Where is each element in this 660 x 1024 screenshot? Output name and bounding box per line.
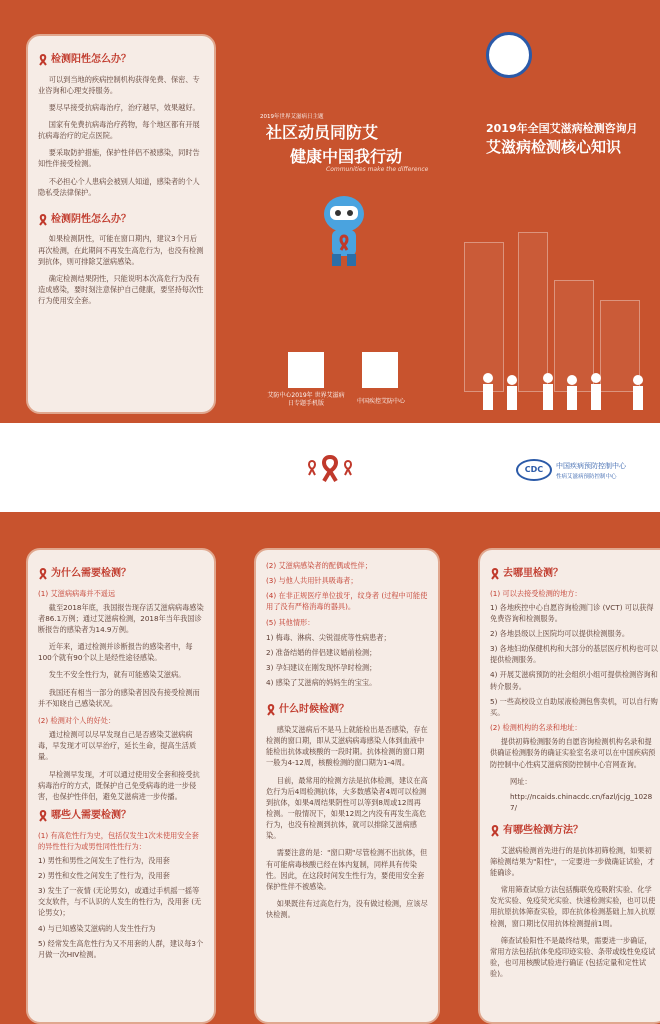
list-item: 5) 一些高校设立自助尿液检测包售卖机，可以自行购买。 — [490, 696, 658, 717]
list-item: 1) 男性和男性之间发生了性行为，没用套 — [38, 855, 170, 865]
text-block: 要采取防护措施，保护性伴侣不被感染，同时告知性伴接受检测。 — [38, 148, 200, 169]
list-item: 2) 各地县级以上医院均可以提供检测服务。 — [490, 628, 630, 638]
list-item: 3) 发生了一夜情 (无论男女)，或通过手机摇一摇等交友软件，与不认识的人发生的性行为，没用套 (无论男女)； — [38, 886, 202, 918]
heading-where: 去哪里检测？ — [490, 566, 658, 582]
panel-where-how — [478, 548, 660, 1024]
qr-code-2[interactable] — [362, 352, 398, 388]
text-block: 常用筛查试验方法包括酶联免疫吸附实验、化学发光实验、免疫荧光实验、快速检测实验，也可以使用抗原抗体筛查实验，即在抗体检测基础上加入抗原检测，窗口期比仅用抗体检测提前1周。 — [490, 885, 656, 928]
list-item: (4) 在非正规医疗单位拔牙，纹身者 (过程中可能使用了没有严格消毒的器具)。 — [266, 591, 428, 612]
cdc-logo-icon — [516, 459, 552, 481]
text-block: 筛查试验阳性不是最终结果，需要进一步确证，常用方法包括抗体免疫印迹实验、条带或线性免疫试验，也可用核酸试验进行确证 (包括定量和定性试验)。 — [490, 935, 656, 979]
subheading: (1) 可以去接受检测的地方： — [490, 588, 582, 598]
list-item: 1) 梅毒、淋病、尖锐湿疣等性病患者； — [266, 632, 391, 642]
cover-title-2: 艾滋病检测核心知识 — [486, 138, 622, 156]
qr2-label: 中国疾控艾防中心 — [356, 398, 405, 405]
bottom-sheet — [0, 512, 660, 1024]
top-sheet — [0, 0, 660, 423]
text-block: 早检测早发现，才可以通过使用安全套和接受抗病毒治疗的方式，既保护自己免受病毒的进一步侵害，也保护性伴侣，避免艾滋病进一步传播。 — [38, 769, 200, 801]
list-item: 4) 感染了艾滋病的妈妈生的宝宝。 — [266, 678, 377, 688]
slogan-kicker: 2019年世界艾滋病日主题 — [260, 114, 324, 120]
text-block: 可以到当地的疾病控制机构获得免费、保密、专业咨询和心理支持服务。 — [38, 74, 200, 95]
list-item: 3) 孕妇建议在刚发现怀孕时检测； — [266, 663, 377, 673]
panel-why-who — [26, 548, 216, 1024]
text-block: 感染艾滋病后不是马上就能检出是否感染，存在检测的窗口期，即从艾滋病病毒感染人体到血液中能检出抗体或核酸的一段时期。抗体检测的窗口期一般为4-12周，核酸检测的窗口期为1-4周。 — [266, 724, 428, 768]
subheading: (2) 检测机构的名录和地址： — [490, 723, 582, 733]
panel-positive-negative — [26, 34, 216, 414]
cover-title-1: 2019年全国艾滋病检测咨询月 — [486, 122, 638, 135]
text-block: 需要注意的是："窗口期"尽管检测不出抗体，但有可能病毒核酸已经在体内复制，同样具有传染性。因此，在这段时间发生性行为，要使用安全套保护性伴不被感染。 — [266, 848, 428, 891]
list-item: 3) 各地妇幼保健机构和大部分的基层医疗机构也可以提供检测服务。 — [490, 644, 658, 665]
subheading: (1) 艾滋病病毒并不遥远 — [38, 588, 116, 598]
text-block: 如果既往有过高危行为，没有做过检测，应该尽快检测。 — [266, 899, 428, 920]
list-item: (2) 艾滋病感染者的配偶或性伴； — [266, 561, 372, 570]
list-item: 5) 经常发生高危性行为又不用套的人群，建议每3个月做一次HIV检测。 — [38, 938, 204, 959]
slogan-line-1: 社区动员同防艾 — [266, 123, 379, 142]
heading-how: 有哪些检测方法？ — [490, 823, 658, 839]
ribbon-icon — [38, 810, 48, 822]
text-block: 如果检测阴性，可能在窗口期内，建议3个月后再次检测，在此期间不再发生高危行为，也没有检测到抗体，则可排除艾滋病感染。 — [38, 234, 204, 266]
fold-band — [0, 423, 660, 512]
subheading: (2) 检测对个人的好处： — [38, 715, 116, 725]
logo-icon — [486, 32, 532, 78]
panel-when — [254, 548, 440, 1024]
url-line — [490, 776, 658, 787]
heading-why: 为什么需要检测？ — [38, 566, 204, 582]
heading-who: 哪些人需要检测？ — [38, 808, 204, 824]
ribbon-icon — [490, 825, 500, 837]
url-label: 网址： — [510, 776, 532, 786]
text-block: 近年来，通过检测并诊断报告的感染者中，每100个就有90个以上是经性途径感染。 — [38, 642, 193, 663]
list-item: (3) 与他人共用针具吸毒者； — [266, 576, 358, 586]
slogan-english: Communities make the difference — [326, 166, 429, 173]
text-block: 艾滋病检测首先进行的是抗体初筛检测，如果初筛检测结果为"阳性"，一定要进一步做确证试验，才能确诊。 — [490, 845, 655, 877]
qr-code-1[interactable] — [288, 352, 324, 388]
heading-positive: 检测阳性怎么办？ — [38, 52, 204, 68]
ribbon-icon — [266, 704, 276, 716]
mascot-illustration — [316, 192, 372, 270]
heading-negative: 检测阴性怎么办？ — [38, 212, 204, 228]
text-block: 提供初筛检测服务的自愿咨询检测机构名录和提供确证检测服务的确证实验室名录可以在中国疾病预防控制中心性病艾滋病预防控制中心官网查询。 — [490, 737, 656, 769]
heading-when: 什么时候检测？ — [266, 702, 428, 718]
list-item: 2) 准备结婚的伴侣建议婚前检测； — [266, 647, 377, 657]
cdc-org-name: 中国疾病预防控制中心 — [556, 462, 626, 470]
text-block: 确定检测结果阴性，只能说明本次高危行为没有造成感染，要时刻注意保护自己健康，要坚持每次性行为使用安全套。 — [38, 273, 204, 306]
text-block: 不必担心个人患病会被别人知道，感染者的个人隐私受法律保护。 — [38, 176, 200, 197]
text-block: 国家有免费抗病毒治疗药物，每个地区都有开展抗病毒治疗的定点医院。 — [38, 119, 200, 141]
text-block: 截至2018年底，我国报告现存活艾滋病病毒感染者86.1万例；通过艾滋病检测，2018年当年我国诊断报告的感染者为14.9万例。 — [38, 602, 204, 634]
ribbon-icon — [38, 54, 48, 66]
list-item: (5) 其他情形： — [266, 617, 315, 627]
ribbon-icon — [38, 214, 48, 226]
qr1-label: 艾防中心2019年 世界艾滋病日专题手机版 — [267, 392, 345, 408]
text-block: 通过检测可以尽早发现自己是否感染艾滋病病毒，早发现才可以早治疗，延长生命，提高生活质量。 — [38, 730, 197, 762]
url-link[interactable]: http://ncaids.chinacdc.cn/fazl/jcjg_10287/ — [510, 791, 653, 812]
ribbon-icon — [38, 568, 48, 580]
text-block: 要尽早接受抗病毒治疗，治疗越早，效果越好。 — [48, 102, 200, 112]
text-block: 目前，最常用的检测方法是抗体检测，建议在高危行为后4周检测抗体，大多数感染者4周可以检测到抗体，如果4周结果阴性可以等到8周或12周再检测。一般情况下，如果12周之内没有再发生高危行为，也没有检测到抗体，就可以排除艾滋病感染。 — [266, 775, 428, 841]
slogan-line-2: 健康中国我行动 — [290, 147, 403, 166]
middle-panel — [240, 0, 450, 423]
text-block: 我国还有相当一部分的感染者因没有接受检测而并不知晓自己感染状况。 — [38, 687, 200, 708]
crowd-illustration — [468, 368, 660, 416]
list-item: 4) 开展艾滋病预防的社会组织小组可提供检测咨询和转介服务。 — [490, 670, 658, 691]
cdc-text: CDC — [524, 465, 544, 474]
cdc-org-sub: 性病艾滋病预防控制中心 — [556, 474, 617, 480]
list-item: 1) 各地疾控中心自愿咨询检测门诊 (VCT) 可以获得免费咨询和检测服务。 — [490, 602, 654, 623]
subheading: (1) 有高危性行为史，包括仅发生1次未使用安全套的异性性行为或男性同性性行为： — [38, 830, 199, 851]
ribbon-icon — [490, 568, 500, 580]
ribbon-logo-icon — [300, 453, 360, 483]
list-item: 2) 男性和女性之间发生了性行为，没用套 — [38, 870, 170, 880]
list-item: 4) 与已知感染艾滋病的人发生性行为 — [38, 923, 156, 933]
text-block: 发生不安全性行为，就有可能感染艾滋病。 — [48, 670, 186, 680]
cover-panel — [458, 0, 660, 423]
